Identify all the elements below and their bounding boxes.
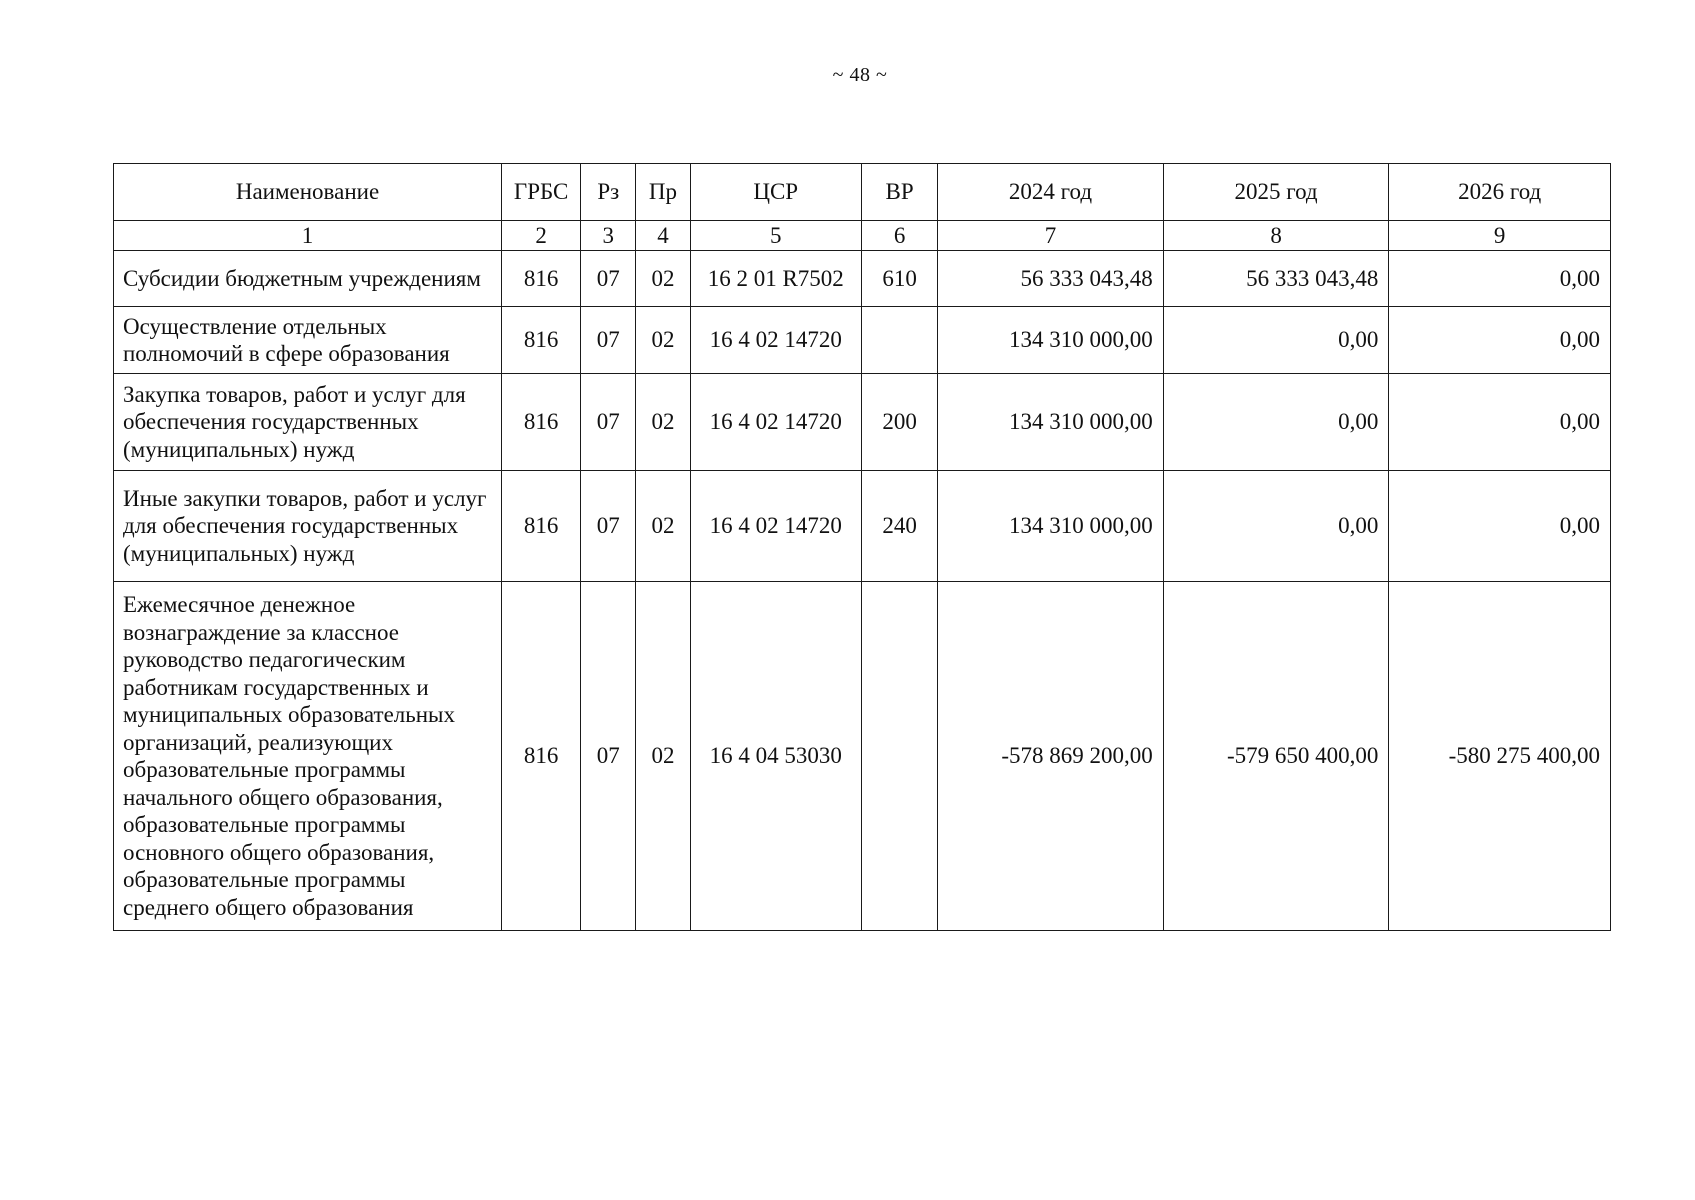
column-number: 4 — [636, 221, 690, 251]
header-rz: Рз — [581, 164, 636, 221]
cell-name: Субсидии бюджетным учреждениям — [114, 251, 502, 307]
cell-csr: 16 2 01 R7502 — [690, 251, 861, 307]
table-row — [114, 582, 1611, 931]
cell-grbs: 816 — [502, 374, 581, 471]
cell-name: Осуществление отдельных полномочий в сфере образования — [114, 307, 502, 374]
header-vr: ВР — [861, 164, 937, 221]
cell-2024: 134 310 000,00 — [938, 307, 1164, 374]
cell-rz: 07 — [581, 471, 636, 582]
cell-2026: 0,00 — [1389, 251, 1611, 307]
header-row — [114, 164, 1611, 221]
column-number-row — [114, 221, 1611, 251]
cell-2024: 56 333 043,48 — [938, 251, 1164, 307]
budget-table — [113, 163, 1611, 931]
cell-rz: 07 — [581, 582, 636, 931]
page-number: ~ 48 ~ — [832, 64, 888, 86]
header-grbs: ГРБС — [502, 164, 581, 221]
cell-2024: -578 869 200,00 — [938, 582, 1164, 931]
cell-2025: -579 650 400,00 — [1163, 582, 1389, 931]
cell-2026: 0,00 — [1389, 374, 1611, 471]
cell-vr — [861, 582, 937, 931]
cell-2026: 0,00 — [1389, 471, 1611, 582]
header-2025: 2025 год — [1163, 164, 1389, 221]
cell-grbs: 816 — [502, 307, 581, 374]
cell-grbs: 816 — [502, 251, 581, 307]
cell-vr: 200 — [861, 374, 937, 471]
header-name: Наименование — [114, 164, 502, 221]
column-number: 2 — [502, 221, 581, 251]
table-row — [114, 307, 1611, 374]
cell-csr: 16 4 04 53030 — [690, 582, 861, 931]
cell-pr: 02 — [636, 307, 690, 374]
cell-2024: 134 310 000,00 — [938, 471, 1164, 582]
cell-pr: 02 — [636, 471, 690, 582]
cell-grbs: 816 — [502, 582, 581, 931]
column-number: 5 — [690, 221, 861, 251]
cell-2025: 0,00 — [1163, 307, 1389, 374]
cell-name: Закупка товаров, работ и услуг для обеспечения государственных (муниципальных) нужд — [114, 374, 502, 471]
cell-vr: 610 — [861, 251, 937, 307]
header-csr: ЦСР — [690, 164, 861, 221]
cell-csr: 16 4 02 14720 — [690, 307, 861, 374]
cell-vr: 240 — [861, 471, 937, 582]
column-number: 7 — [938, 221, 1164, 251]
cell-2025: 56 333 043,48 — [1163, 251, 1389, 307]
table-row — [114, 471, 1611, 582]
header-2024: 2024 год — [938, 164, 1164, 221]
cell-pr: 02 — [636, 251, 690, 307]
column-number: 9 — [1389, 221, 1611, 251]
cell-2024: 134 310 000,00 — [938, 374, 1164, 471]
cell-grbs: 816 — [502, 471, 581, 582]
header-pr: Пр — [636, 164, 690, 221]
cell-rz: 07 — [581, 374, 636, 471]
cell-csr: 16 4 02 14720 — [690, 374, 861, 471]
cell-2026: -580 275 400,00 — [1389, 582, 1611, 931]
table-row — [114, 374, 1611, 471]
cell-rz: 07 — [581, 251, 636, 307]
table-row — [114, 251, 1611, 307]
cell-2025: 0,00 — [1163, 374, 1389, 471]
cell-name: Иные закупки товаров, работ и услуг для обеспечения государственных (муниципальных) нужд — [114, 471, 502, 582]
cell-vr — [861, 307, 937, 374]
cell-pr: 02 — [636, 582, 690, 931]
column-number: 8 — [1163, 221, 1389, 251]
cell-2026: 0,00 — [1389, 307, 1611, 374]
cell-2025: 0,00 — [1163, 471, 1389, 582]
cell-name: Ежемесячное денежное вознаграждение за классное руководство педагогическим работникам государственных и муниципальных образовательных организаций, реализующих образовательные программы начального общего образования, образовательные программы основного общего образования, образовательные программы среднего общего образования — [114, 582, 502, 931]
column-number: 3 — [581, 221, 636, 251]
column-number: 6 — [861, 221, 937, 251]
cell-csr: 16 4 02 14720 — [690, 471, 861, 582]
cell-rz: 07 — [581, 307, 636, 374]
column-number: 1 — [114, 221, 502, 251]
header-2026: 2026 год — [1389, 164, 1611, 221]
cell-pr: 02 — [636, 374, 690, 471]
